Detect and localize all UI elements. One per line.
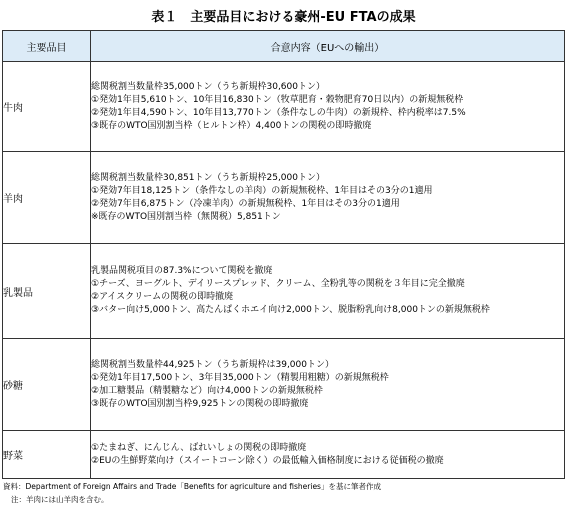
content-line: ※既存のWTO国別割当枠（無関税）5,851トン: [91, 211, 281, 222]
table-title: 表１ 主要品目における豪州-EU FTAの成果: [151, 10, 416, 25]
content-line: ①発効1年目17,500トン、3年目35,000トン（精製用粗糖）の新規無税枠: [91, 372, 389, 383]
content-cell: [91, 62, 565, 152]
table-row-lamb: [3, 152, 565, 244]
category-cell: 野菜: [3, 431, 91, 479]
content-line: ①発効1年目5,610トン、10年目16,830トン（牧草肥育・穀物肥育70日以内）の新規無税枠: [91, 94, 464, 105]
content-cell: [91, 244, 565, 339]
content-cell: [91, 339, 565, 431]
content-line: ③バター向け5,000トン、高たんぱくホエイ向け2,000トン、脱脂粉乳向け8,000トンの新規無税枠: [91, 305, 490, 315]
content-line: ③既存のWTO国別割当枠（ヒルトン枠）4,400トンの関税の即時撤廃: [91, 120, 372, 131]
content-line: 総関税割当数量枠35,000トン（うち新規枠30,600トン）: [91, 81, 325, 92]
table-row-beef: [3, 62, 565, 152]
table-header-row: [3, 31, 565, 62]
content-line: 乳製品関税項目の87.3%について関税を撤廃: [91, 266, 273, 276]
content-line: ②アイスクリームの関税の即時撤廃: [91, 292, 234, 302]
content-line: ②加工糖製品（精製糖など）向け4,000トンの新規無税枠: [91, 385, 323, 396]
header-item: 主要品目: [3, 31, 91, 62]
category-cell: 乳製品: [3, 244, 91, 339]
table-row-dairy: [3, 244, 565, 339]
content-line: ②発効1年目4,590トン、10年目13,770トン（条件なしの牛肉）の新規枠、枠内税率は7.5%: [91, 107, 466, 118]
category-cell: 牛肉: [3, 62, 91, 152]
footnote: 注：羊肉には山羊肉を含む。: [11, 495, 109, 504]
content-cell: [91, 152, 565, 244]
content-line: 総関税割当数量枠30,851トン（うち新規枠25,000トン）: [91, 172, 325, 183]
header-agreement: 合意内容（EUへの輸出）: [91, 31, 565, 62]
content-line: ③既存のWTO国別割当枠9,925トンの関税の即時撤廃: [91, 398, 309, 409]
fta-outcomes-table: [2, 30, 565, 479]
category-cell: 砂糖: [3, 339, 91, 431]
table-row-vegetables: [3, 431, 565, 479]
content-line: ②発効7年目6,875トン（冷凍羊肉）の新規無税枠、1年目はその3分の1適用: [91, 198, 400, 209]
table-row-sugar: [3, 339, 565, 431]
content-line: 総関税割当数量枠44,925トン（うち新規枠は39,000トン）: [91, 359, 334, 370]
content-line: ②EUの生鮮野菜向け（スイートコーン除く）の最低輸入価格制度における従価税の撤廃: [91, 455, 444, 466]
content-line: ①たまねぎ、にんじん、ばれいしょの関税の即時撤廃: [91, 442, 307, 453]
content-line: ①発効7年目18,125トン（条件なしの羊肉）の新規無税枠、1年目はその3分の1適用: [91, 185, 433, 196]
source-note: 資料：Department of Foreign Affairs and Trade「Benefits for agriculture and fisheries」を基に筆者作成: [3, 482, 381, 491]
content-cell: [91, 431, 565, 479]
category-cell: 羊肉: [3, 152, 91, 244]
content-line: ①チーズ、ヨーグルト、デイリースプレッド、クリーム、全粉乳等の関税を３年目に完全撤廃: [91, 279, 465, 289]
